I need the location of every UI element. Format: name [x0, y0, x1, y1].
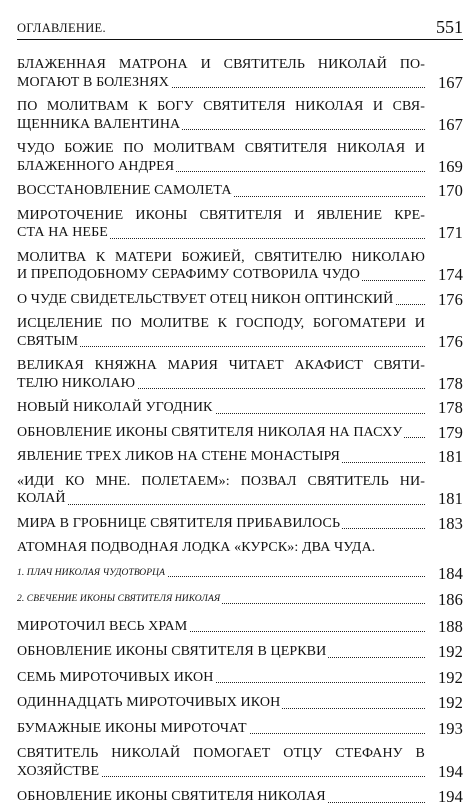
toc-entry-text: И ПРЕПОДОБНОМУ СЕРАФИМУ СОТВОРИЛА ЧУДО — [17, 267, 361, 282]
toc-entry-line — [17, 643, 463, 661]
toc-entry-text: МИРА В ГРОБНИЦЕ СВЯТИТЕЛЯ ПРИБАВИЛОСЬ — [17, 515, 341, 531]
page-number: 551 — [436, 17, 463, 37]
toc-entry-text: ОБНОВЛЕНИЕ ИКОНЫ СВЯТИТЕЛЯ НИКОЛАЯ — [17, 789, 326, 804]
toc-entry-text: БУМАЖНЫЕ ИКОНЫ МИРОТОЧАТ — [17, 720, 247, 736]
toc-entry — [17, 249, 463, 284]
toc-entry-line — [17, 515, 463, 533]
toc-entry-text: МОГАЮТ В БОЛЕЗНЯХ — [17, 74, 170, 90]
toc-entry-line — [17, 669, 463, 687]
toc-page-number: 176 — [437, 331, 463, 351]
toc-entry — [17, 56, 463, 91]
toc-entry-text: ХОЗЯЙСТВЕ — [17, 763, 100, 779]
toc-entry — [17, 448, 463, 466]
toc-entry — [17, 694, 463, 712]
toc-entry — [17, 424, 463, 442]
toc-entry-text: МИРОТОЧИЛ ВЕСЬ ХРАМ — [17, 618, 188, 634]
toc-entry-text: ИСЦЕЛЕНИЕ ПО МОЛИТВЕ К ГОСПОДУ, БОГОМАТЕРИ И — [17, 316, 425, 331]
toc-entry-text: МОЛИТВА К МАТЕРИ БОЖИЕЙ, СВЯТИТЕЛЮ НИКОЛАЮ — [17, 249, 425, 265]
toc-entry-text: ОБНОВЛЕНИЕ ИКОНЫ СВЯТИТЕЛЯ В ЦЕРКВИ — [17, 644, 327, 659]
toc-entry — [17, 745, 463, 780]
toc-page-number: 192 — [437, 642, 463, 661]
toc-entry-text: «ИДИ КО МНЕ. ПОЛЕТАЕМ»: ПОЗВАЛ СВЯТИТЕЛЬ НИ- — [17, 473, 425, 489]
page-header — [17, 10, 463, 40]
toc-entry-line — [17, 399, 463, 417]
toc-page-number: 179 — [437, 422, 463, 442]
toc-entry — [17, 539, 463, 557]
toc-entry-line — [17, 74, 463, 92]
toc-entry — [17, 182, 463, 200]
toc-entry — [17, 565, 463, 583]
toc-entry-text: СВЯТЫМ — [17, 333, 79, 349]
toc-page-number: 178 — [437, 373, 463, 393]
toc-page-number: 176 — [437, 289, 463, 309]
toc-entry-line — [17, 490, 463, 508]
toc-entry-line — [17, 224, 463, 242]
toc-page-number: 167 — [437, 72, 463, 92]
toc-entry-text: БЛАЖЕННАЯ МАТРОНА И СВЯТИТЕЛЬ НИКОЛАЙ ПО- — [17, 57, 425, 72]
toc-entry-line — [17, 158, 463, 176]
toc-entry-text: ОБНОВЛЕНИЕ ИКОНЫ СВЯТИТЕЛЯ НИКОЛАЯ НА ПАСХУ — [17, 424, 403, 440]
toc-entry — [17, 515, 463, 533]
header-rule — [17, 39, 463, 40]
toc-entry-text: ЯВЛЕНИЕ ТРЕХ ЛИКОВ НА СТЕНЕ МОНАСТЫРЯ — [17, 449, 340, 464]
toc-entry-line — [17, 539, 463, 557]
toc-entry-text: НОВЫЙ НИКОЛАЙ УГОДНИК — [17, 400, 213, 415]
toc-entry — [17, 618, 463, 636]
toc-page-number: 171 — [437, 223, 463, 242]
toc-entry — [17, 473, 463, 508]
toc-entry-line — [17, 763, 463, 781]
toc-entry-line — [17, 375, 463, 393]
toc-entry-line — [17, 788, 463, 806]
toc-entry — [17, 207, 463, 242]
toc-entry-line — [17, 591, 463, 609]
toc-page-number: 193 — [437, 718, 463, 738]
toc-page-number: 170 — [437, 181, 463, 200]
toc-page-number: 192 — [437, 667, 463, 687]
toc-page-number: 188 — [437, 616, 463, 636]
toc-entry-text: МИРОТОЧЕНИЕ ИКОНЫ СВЯТИТЕЛЯ И ЯВЛЕНИЕ КРЕ- — [17, 207, 425, 223]
toc-entry-line — [17, 266, 463, 284]
toc-entry-text: ЧУДО БОЖИЕ ПО МОЛИТВАМ СВЯТИТЕЛЯ НИКОЛАЯ И — [17, 141, 425, 156]
toc-page-number: 184 — [437, 563, 463, 583]
toc-entry-text: ВОССТАНОВЛЕНИЕ САМОЛЕТА — [17, 183, 232, 198]
toc-entry — [17, 788, 463, 806]
toc-entry — [17, 140, 463, 175]
toc-entry-text: СТА НА НЕБЕ — [17, 225, 108, 240]
toc-entry-line — [17, 116, 463, 134]
toc-page-number: 183 — [437, 513, 463, 533]
toc-entry-text: ЩЕННИКА ВАЛЕНТИНА — [17, 116, 181, 132]
toc-entry-line — [17, 448, 463, 466]
toc-entry — [17, 643, 463, 661]
toc-entry-line — [17, 333, 463, 351]
toc-entry-line — [17, 565, 463, 583]
toc-page-number: 186 — [437, 590, 463, 609]
toc-page-number: 181 — [437, 447, 463, 466]
toc-entry-line — [17, 291, 463, 309]
toc-page-number: 192 — [437, 693, 463, 712]
toc-entry-text: КОЛАЙ — [17, 491, 66, 506]
dot-leader — [17, 504, 425, 505]
toc-page-number: 178 — [437, 398, 463, 417]
toc-page-number: 181 — [437, 489, 463, 508]
toc-entry-text: ТЕЛЮ НИКОЛАЮ — [17, 375, 136, 391]
toc-entry-line — [17, 618, 463, 636]
toc-entry — [17, 399, 463, 417]
toc-page-number: 194 — [437, 787, 463, 806]
toc-page-number: 174 — [437, 265, 463, 284]
toc-entry-line — [17, 424, 463, 442]
toc-page-number: 194 — [437, 761, 463, 781]
toc-entry — [17, 669, 463, 687]
toc-entry — [17, 720, 463, 738]
toc-entry-line — [17, 182, 463, 200]
toc-entry — [17, 357, 463, 392]
toc-entry-text: СВЯТИТЕЛЬ НИКОЛАЙ ПОМОГАЕТ ОТЦУ СТЕФАНУ В — [17, 746, 425, 761]
toc-entry-text: ОДИННАДЦАТЬ МИРОТОЧИВЫХ ИКОН — [17, 695, 281, 710]
toc-entry-text: ВЕЛИКАЯ КНЯЖНА МАРИЯ ЧИТАЕТ АКАФИСТ СВЯТИ- — [17, 358, 425, 373]
toc-entry-text: СЕМЬ МИРОТОЧИВЫХ ИКОН — [17, 669, 214, 685]
toc-entry-text: АТОМНАЯ ПОДВОДНАЯ ЛОДКА «КУРСК»: ДВА ЧУДА. — [17, 540, 376, 555]
toc-entry-line — [17, 694, 463, 712]
toc-page-number: 169 — [437, 156, 463, 176]
running-head-title: ОГЛАВЛЕНИЕ. — [17, 21, 106, 35]
toc-entry-text: 2. СВЕЧЕНИЕ ИКОНЫ СВЯТИТЕЛЯ НИКОЛАЯ — [17, 594, 221, 604]
toc-entry — [17, 291, 463, 309]
toc-page-number: 167 — [437, 114, 463, 134]
toc-entry-text: БЛАЖЕННОГО АНДРЕЯ — [17, 158, 175, 174]
toc-entry-text: 1. ПЛАЧ НИКОЛАЯ ЧУДОТВОРЦА — [17, 567, 166, 578]
toc-entry-line — [17, 720, 463, 738]
toc-entry — [17, 591, 463, 609]
toc-entry-text: О ЧУДЕ СВИДЕТЕЛЬСТВУЕТ ОТЕЦ НИКОН ОПТИНСКИЙ — [17, 291, 394, 307]
table-of-contents — [17, 49, 463, 806]
toc-entry — [17, 315, 463, 350]
toc-entry-text: ПО МОЛИТВАМ К БОГУ СВЯТИТЕЛЯ НИКОЛАЯ И СВЯ- — [17, 99, 425, 114]
toc-entry — [17, 98, 463, 133]
